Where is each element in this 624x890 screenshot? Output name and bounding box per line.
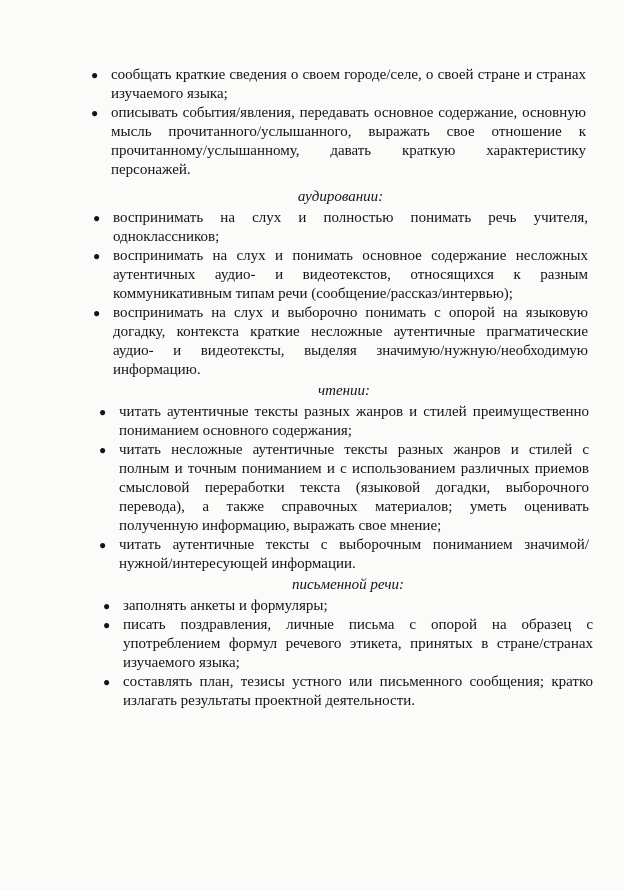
section-reading [99, 382, 589, 574]
section-heading: чтении: [317, 383, 371, 399]
bullet-icon: ● [99, 538, 107, 552]
item-text: сообщать краткие сведения о своем городе/селе, о своей стране и странах изучаемого языка; [111, 67, 586, 102]
list-item [99, 403, 589, 441]
bullet-list [103, 597, 593, 711]
item-text: читать аутентичные тексты разных жанров и стилей преимущественно пониманием основного содержания; [119, 404, 589, 439]
section-listening [93, 188, 588, 380]
bullet-list [99, 403, 589, 574]
bullet-icon: ● [93, 306, 101, 320]
bullet-list [93, 209, 588, 380]
item-text: читать аутентичные тексты с выборочным пониманием значимой/нужной/интересующей информации. [119, 537, 589, 572]
bullet-icon: ● [93, 249, 101, 263]
item-text: воспринимать на слух и понимать основное содержание несложных аутентичных аудио- и видеотекстов, относящихся к разным коммуникативным типам речи (сообщение/рассказ/интервью); [113, 248, 588, 302]
list-item [93, 247, 588, 304]
item-text: заполнять анкеты и формуляры; [123, 598, 328, 614]
list-item [93, 209, 588, 247]
bullet-icon: ● [103, 675, 111, 689]
bullet-icon: ● [91, 68, 99, 82]
item-text: читать несложные аутентичные тексты разных жанров и стилей с полным и точным пониманием и с использованием различных приемов смысловой переработки текста (языковой догадки, выборочного перевода), а также справочных материалов; уметь оценивать полученную информацию, выражать свое мнение; [119, 442, 589, 534]
list-item [99, 441, 589, 536]
bullet-icon: ● [99, 405, 107, 419]
bullet-list [91, 66, 586, 180]
item-text: писать поздравления, личные письма с опорой на образец с употреблением формул речевого этикета, принятых в стране/странах изучаемого языка; [123, 617, 593, 671]
section-heading: аудировании: [297, 189, 384, 205]
item-text: составлять план, тезисы устного или письменного сообщения; кратко излагать результаты проектной деятельности. [123, 674, 593, 709]
item-text: воспринимать на слух и полностью понимать речь учителя, одноклассников; [113, 210, 588, 245]
section-writing [103, 576, 593, 711]
bullet-icon: ● [99, 443, 107, 457]
bullet-icon: ● [91, 106, 99, 120]
list-item [99, 536, 589, 574]
item-text: описывать события/явления, передавать основное содержание, основную мысль прочитанного/услышанного, выражать свое отношение к прочитанному/услышанному, давать краткую характеристику персонажей. [111, 105, 586, 178]
list-item [103, 673, 593, 711]
section-heading: письменной речи: [292, 577, 404, 593]
list-item [91, 104, 586, 180]
bullet-icon: ● [103, 618, 111, 632]
item-text: воспринимать на слух и выборочно понимать с опорой на языковую догадку, контекста краткие несложные аутентичные прагматические аудио- и видеотексты, выделяя значимую/нужную/необходимую информацию. [113, 305, 588, 378]
list-item [103, 597, 593, 616]
list-item [103, 616, 593, 673]
bullet-icon: ● [103, 599, 111, 613]
list-item [91, 66, 586, 104]
bullet-icon: ● [93, 211, 101, 225]
section-speaking [91, 66, 586, 180]
list-item [93, 304, 588, 380]
